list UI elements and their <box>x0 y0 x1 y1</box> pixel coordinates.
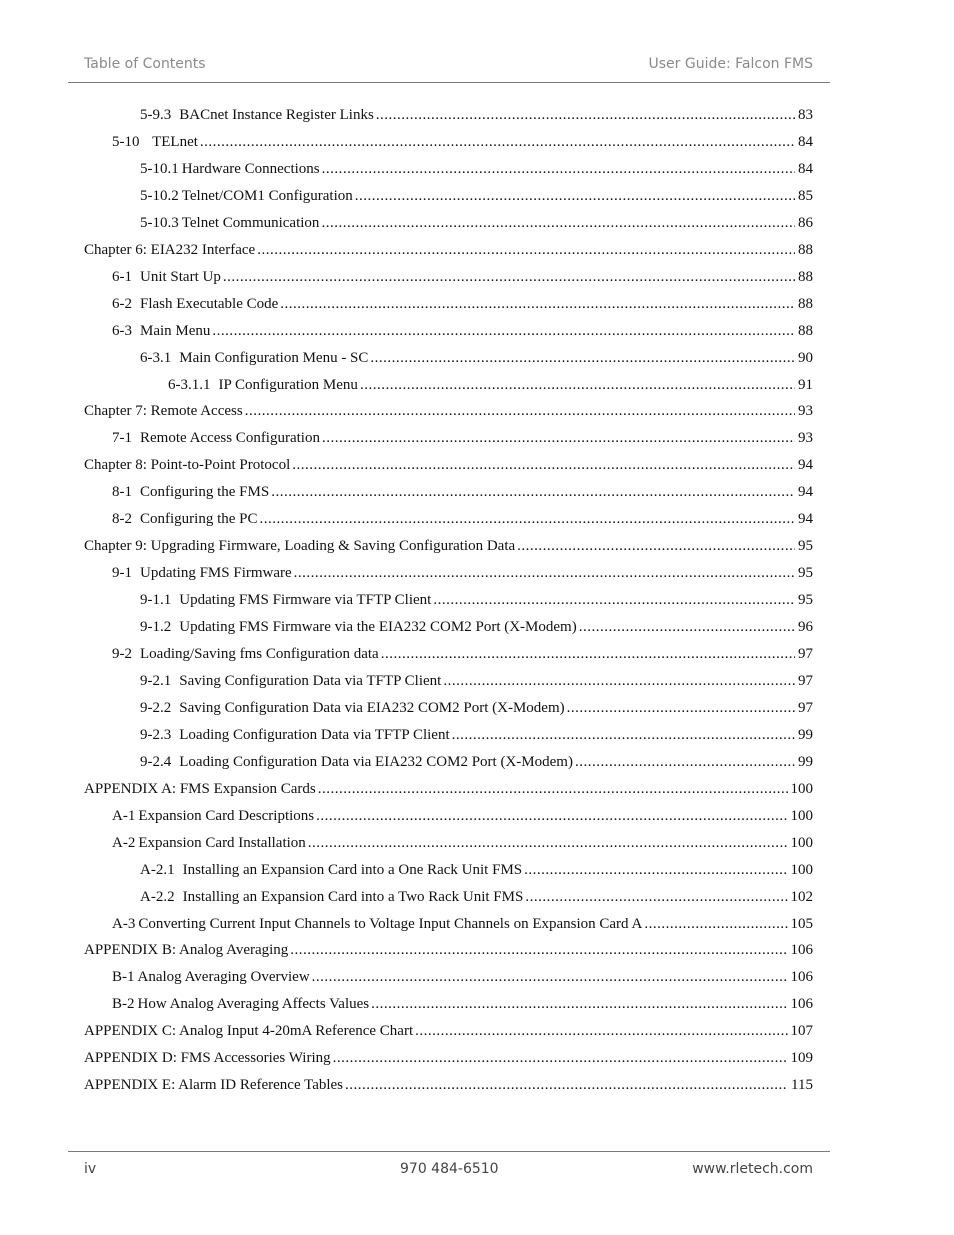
toc-entry-title: Telnet Communication <box>181 215 320 231</box>
toc-entry-page: 102 <box>790 889 813 905</box>
toc-entry[interactable] <box>112 565 813 592</box>
toc-entry[interactable] <box>112 430 813 457</box>
dot-leader <box>290 942 787 959</box>
toc-entry[interactable] <box>140 727 813 754</box>
toc-entry-title: Converting Current Input Channels to Voltage Input Channels on Expansion Card A <box>138 916 643 932</box>
toc-entry-number: A-2.1 <box>140 862 175 878</box>
dot-leader <box>271 484 795 501</box>
toc-entry[interactable] <box>140 862 813 889</box>
dot-leader <box>322 430 795 447</box>
toc-entry-title: APPENDIX A: FMS Expansion Cards <box>84 781 316 797</box>
dot-leader <box>257 242 795 259</box>
toc-entry-title: Saving Configuration Data via TFTP Client <box>179 673 442 689</box>
toc-entry[interactable] <box>112 969 813 996</box>
page-header <box>84 56 813 76</box>
toc-entry-page: 95 <box>798 538 813 554</box>
dot-leader <box>333 1050 788 1067</box>
toc-entry[interactable] <box>84 1050 813 1077</box>
toc-entry-page: 106 <box>790 942 813 958</box>
toc-entry-number: 9-2.2 <box>140 700 172 716</box>
toc-entry-number: 5-10 <box>112 134 140 150</box>
toc-entry-page: 109 <box>790 1050 813 1066</box>
toc-entry-page: 106 <box>790 969 813 985</box>
toc-entry-number: 9-1.2 <box>140 619 172 635</box>
toc-entry-number: 5-10.2 <box>140 188 179 204</box>
dot-leader <box>360 377 795 394</box>
toc-entry-page: 95 <box>798 592 813 608</box>
toc-entry-number: 6-2 <box>112 296 132 312</box>
toc-entry-page: 97 <box>798 673 813 689</box>
dot-leader <box>415 1023 787 1040</box>
toc-entry-page: 100 <box>790 835 813 851</box>
toc-entry-title: Updating FMS Firmware <box>140 565 292 581</box>
toc-entry-number: 9-2.4 <box>140 754 172 770</box>
toc-entry-title: APPENDIX E: Alarm ID Reference Tables <box>84 1077 344 1093</box>
dot-leader <box>294 565 795 582</box>
toc-entry-page: 90 <box>798 350 813 366</box>
toc-entry-page: 86 <box>798 215 813 231</box>
dot-leader <box>322 161 795 178</box>
toc-entry-page: 88 <box>798 296 813 312</box>
toc-entry-number: A-3 <box>112 916 136 932</box>
toc-entry-page: 91 <box>798 377 813 393</box>
toc-entry-title: Loading Configuration Data via TFTP Client <box>179 727 450 743</box>
toc-entry-title: Chapter 8: Point-to-Point Protocol <box>84 457 291 473</box>
toc-entry-page: 115 <box>791 1077 813 1093</box>
toc-entry-number: 5-10.3 <box>140 215 179 231</box>
toc-entry-title: Configuring the FMS <box>140 484 270 500</box>
toc-entry-number: 9-1 <box>112 565 132 581</box>
toc-entry-page: 85 <box>798 188 813 204</box>
toc-entry-page: 88 <box>798 323 813 339</box>
dot-leader <box>308 835 788 852</box>
toc-entry[interactable] <box>140 161 813 188</box>
dot-leader <box>321 215 795 232</box>
toc-entry-title: APPENDIX D: FMS Accessories Wiring <box>84 1050 331 1066</box>
dot-leader <box>644 916 787 933</box>
dot-leader <box>381 646 795 663</box>
toc-entry[interactable] <box>112 134 813 161</box>
toc-entry[interactable] <box>140 700 813 727</box>
toc-entry-title: Installing an Expansion Card into a One Rack Unit FMS <box>182 862 523 878</box>
toc-entry-page: 100 <box>790 862 813 878</box>
dot-leader <box>525 889 787 906</box>
toc-entry-title: Installing an Expansion Card into a Two Rack Unit FMS <box>182 889 524 905</box>
toc-entry[interactable] <box>140 107 813 134</box>
toc-entry-page: 106 <box>790 996 813 1012</box>
toc-entry-number: 5-9.3 <box>140 107 172 123</box>
toc-entry[interactable] <box>140 619 813 646</box>
toc-entry-number: 7-1 <box>112 430 132 446</box>
toc-entry[interactable] <box>140 188 813 215</box>
toc-entry-page: 88 <box>798 242 813 258</box>
toc-entry-title: BACnet Instance Register Links <box>179 107 374 123</box>
toc-entry-title: TELnet <box>152 134 198 150</box>
toc-entry-page: 83 <box>798 107 813 123</box>
footer-rule <box>68 1151 830 1152</box>
dot-leader <box>371 996 787 1013</box>
dot-leader <box>355 188 795 205</box>
toc-entry-page: 99 <box>798 727 813 743</box>
dot-leader <box>433 592 795 609</box>
toc-entry-page: 100 <box>790 781 813 797</box>
toc-entry[interactable] <box>140 754 813 781</box>
toc-entry-title: APPENDIX B: Analog Averaging <box>84 942 289 958</box>
toc-entry-title: Configuring the PC <box>140 511 258 527</box>
toc-entry-title: Saving Configuration Data via EIA232 COM2 Port (X-Modem) <box>179 700 565 716</box>
toc-entry-page: 97 <box>798 646 813 662</box>
toc-entry-title: Main Menu <box>140 323 211 339</box>
toc-entry-title: Remote Access Configuration <box>140 430 320 446</box>
toc-entry[interactable] <box>84 1077 813 1104</box>
toc-entry[interactable] <box>112 835 813 862</box>
toc-entry-number: B-1 <box>112 969 135 985</box>
toc-entry-title: IP Configuration Menu <box>218 377 358 393</box>
dot-leader <box>292 457 795 474</box>
header-rule <box>68 82 830 83</box>
toc-entry[interactable] <box>84 781 813 808</box>
toc-entry-title: Updating FMS Firmware via TFTP Client <box>179 592 432 608</box>
toc-entry-page: 88 <box>798 269 813 285</box>
dot-leader <box>212 323 795 340</box>
toc-entry[interactable] <box>140 592 813 619</box>
toc-entry[interactable] <box>112 916 813 943</box>
dot-leader <box>524 862 787 879</box>
dot-leader <box>245 403 795 420</box>
toc-entry-page: 95 <box>798 565 813 581</box>
toc-entry-title: Chapter 7: Remote Access <box>84 403 243 419</box>
dot-leader <box>345 1077 788 1094</box>
toc-entry-title: Analog Averaging Overview <box>137 969 310 985</box>
toc-entry-title: Updating FMS Firmware via the EIA232 COM2 Port (X-Modem) <box>179 619 577 635</box>
toc-entry-number: 9-2.1 <box>140 673 172 689</box>
toc-entry[interactable] <box>140 889 813 916</box>
website-link[interactable]: www.rletech.com <box>692 1161 813 1177</box>
dot-leader <box>280 296 795 313</box>
toc-entry-number: 8-1 <box>112 484 132 500</box>
toc-entry-title: How Analog Averaging Affects Values <box>137 996 370 1012</box>
page-number: iv <box>84 1161 97 1177</box>
toc-entry-number: B-2 <box>112 996 135 1012</box>
toc-entry-title: APPENDIX C: Analog Input 4-20mA Reference Chart <box>84 1023 414 1039</box>
toc-entry[interactable] <box>112 323 813 350</box>
toc-entry[interactable] <box>112 484 813 511</box>
toc-entry-title: Expansion Card Descriptions <box>138 808 315 824</box>
page-footer <box>84 1161 813 1181</box>
toc-entry-title: Chapter 6: EIA232 Interface <box>84 242 256 258</box>
toc-entry-number: A-1 <box>112 808 136 824</box>
phone-number: 970 484-6510 <box>400 1161 499 1177</box>
dot-leader <box>370 350 795 367</box>
dot-leader <box>575 754 795 771</box>
toc-entry-number: 6-3.1.1 <box>168 377 211 393</box>
toc-entry-title: Hardware Connections <box>181 161 320 177</box>
toc-entry[interactable] <box>112 808 813 835</box>
dot-leader <box>200 134 795 151</box>
toc-entry[interactable] <box>112 296 813 323</box>
toc-entry[interactable] <box>112 996 813 1023</box>
toc-entry-title: Loading/Saving fms Configuration data <box>140 646 379 662</box>
dot-leader <box>376 107 795 124</box>
toc-entry-page: 97 <box>798 700 813 716</box>
dot-leader <box>223 269 795 286</box>
toc-entry-number: 6-1 <box>112 269 132 285</box>
toc-entry-number: 6-3.1 <box>140 350 172 366</box>
dot-leader <box>260 511 795 528</box>
toc-entry-number: 8-2 <box>112 511 132 527</box>
toc-entry-page: 107 <box>790 1023 813 1039</box>
toc-entry[interactable] <box>84 457 813 484</box>
toc-entry[interactable] <box>84 538 813 565</box>
toc-entry-page: 94 <box>798 511 813 527</box>
toc-entry-number: A-2.2 <box>140 889 175 905</box>
toc-entry-number: 9-1.1 <box>140 592 172 608</box>
toc-entry-page: 100 <box>790 808 813 824</box>
toc-entry-page: 93 <box>798 430 813 446</box>
toc-entry-page: 96 <box>798 619 813 635</box>
toc-entry-title: Flash Executable Code <box>140 296 279 312</box>
toc-entry-number: 5-10.1 <box>140 161 179 177</box>
toc-entry-number: A-2 <box>112 835 136 851</box>
toc-entry-page: 99 <box>798 754 813 770</box>
toc-entry[interactable] <box>140 215 813 242</box>
toc-entry[interactable] <box>84 242 813 269</box>
toc-entry[interactable] <box>140 350 813 377</box>
toc-entry-number: 6-3 <box>112 323 132 339</box>
dot-leader <box>579 619 795 636</box>
dot-leader <box>452 727 795 744</box>
toc-entry[interactable] <box>112 646 813 673</box>
toc-entry-number: 9-2.3 <box>140 727 172 743</box>
toc-entry[interactable] <box>140 673 813 700</box>
toc-entry-title: Expansion Card Installation <box>138 835 306 851</box>
toc-entry-page: 84 <box>798 134 813 150</box>
dot-leader <box>316 808 787 825</box>
toc-entry-page: 93 <box>798 403 813 419</box>
dot-leader <box>318 781 788 798</box>
toc-entry[interactable] <box>168 377 813 404</box>
toc-entry-page: 105 <box>790 916 813 932</box>
dot-leader <box>567 700 795 717</box>
header-document-title: User Guide: Falcon FMS <box>648 56 813 72</box>
dot-leader <box>517 538 795 555</box>
dot-leader <box>443 673 795 690</box>
toc-entry[interactable] <box>84 1023 813 1050</box>
toc-entry[interactable] <box>112 511 813 538</box>
dot-leader <box>312 969 788 986</box>
toc-entry-page: 84 <box>798 161 813 177</box>
toc-entry-title: Main Configuration Menu - SC <box>179 350 369 366</box>
toc-entry[interactable] <box>112 269 813 296</box>
toc-entry-title: Unit Start Up <box>140 269 221 285</box>
toc-entry-title: Chapter 9: Upgrading Firmware, Loading & Saving Configuration Data <box>84 538 516 554</box>
toc-entry-title: Telnet/COM1 Configuration <box>181 188 353 204</box>
toc-entry[interactable] <box>84 403 813 430</box>
toc-entry-page: 94 <box>798 457 813 473</box>
header-section-title: Table of Contents <box>84 56 206 72</box>
toc-entry-number: 9-2 <box>112 646 132 662</box>
toc-entry-title: Loading Configuration Data via EIA232 COM2 Port (X-Modem) <box>179 754 573 770</box>
toc-entry-page: 94 <box>798 484 813 500</box>
toc-entry[interactable] <box>84 942 813 969</box>
